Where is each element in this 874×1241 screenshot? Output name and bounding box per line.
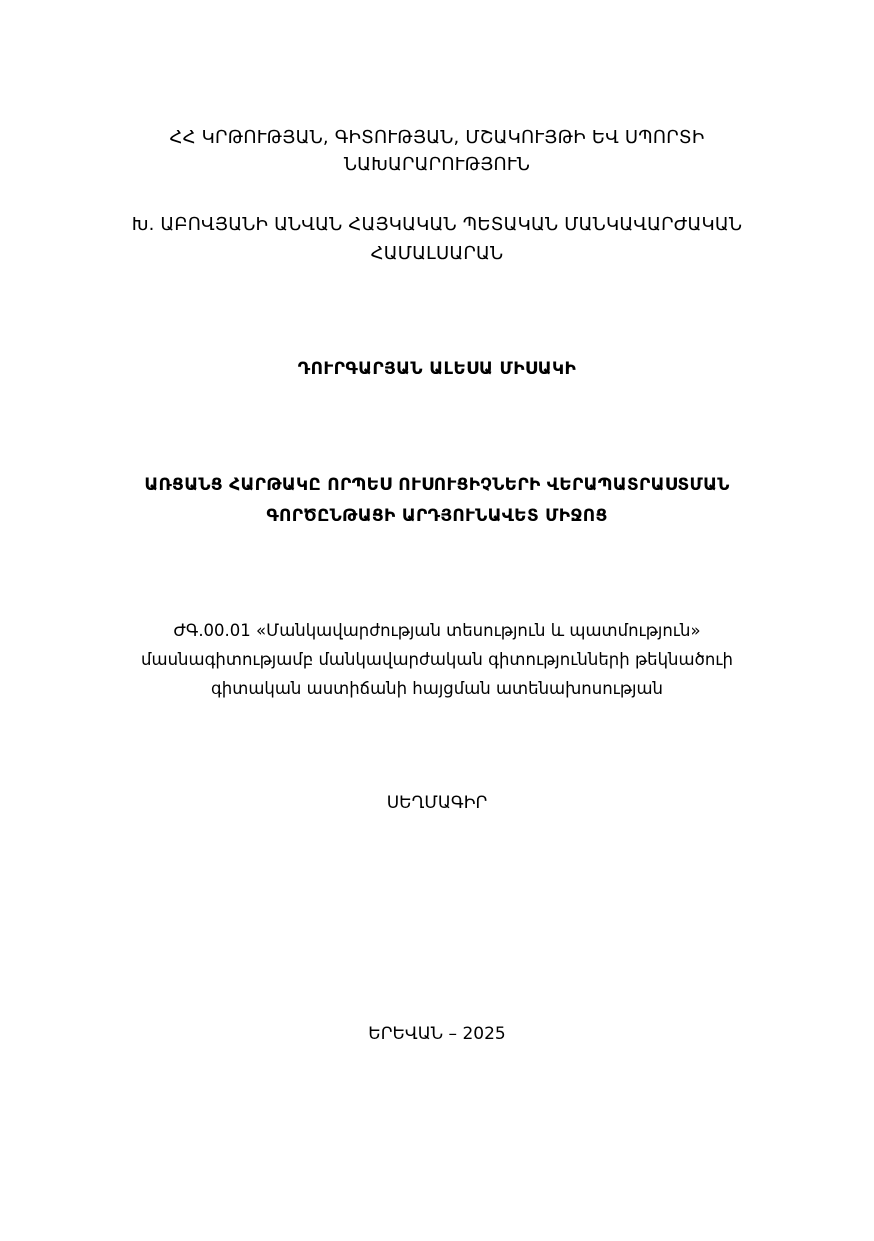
dissertation-title <box>0 470 874 532</box>
specialty-line-1: ԺԳ.00.01 «Մանկավարժության տեսություն և պատմություն» <box>173 621 701 640</box>
specialty-line-3: գիտական աստիճանի հայցման ատենախոսության <box>210 679 664 698</box>
document-type-text: ՍԵՂՄԱԳԻՐ <box>386 793 488 813</box>
city-year-text: ԵՐԵՎԱՆ – 2025 <box>368 1024 506 1044</box>
title-line-1: ԱՌՑԱՆՑ ՀԱՐԹԱԿԸ ՈՐՊԵՍ ՈՒՍՈՒՑԻՉՆԵՐԻ ՎԵՐԱՊԱՏՐԱՍՏՄԱՆ <box>144 475 730 495</box>
city-year-footer <box>0 1021 874 1047</box>
university-line-2: ՀԱՄԱԼՍԱՐԱՆ <box>370 243 504 264</box>
ministry-line-2: ՆԱԽԱՐԱՐՈՒԹՅՈՒՆ <box>343 154 531 175</box>
document-type <box>0 790 874 816</box>
specialty-description <box>0 616 874 703</box>
specialty-line-2: մասնագիտությամբ մանկավարժական գիտությունների թեկնածուի <box>141 650 733 669</box>
title-line-2: ԳՈՐԾԸՆԹԱՑԻ ԱՐԴՅՈՒՆԱՎԵՏ ՄԻՋՈՑ <box>266 506 608 526</box>
university-line-1: Խ. ԱԲՈՎՅԱՆԻ ԱՆՎԱՆ ՀԱՅԿԱԿԱՆ ՊԵՏԱԿԱՆ ՄԱՆԿԱՎԱՐԺԱԿԱՆ <box>131 214 743 235</box>
ministry-header <box>0 124 874 178</box>
author-name-text: ԴՈՒՐԳԱՐՅԱՆ ԱԼԵՍԱ ՄԻՍԱԿԻ <box>297 359 577 379</box>
ministry-line-1: ՀՀ ԿՐԹՈՒԹՅԱՆ, ԳԻՏՈՒԹՅԱՆ, ՄՇԱԿՈՒՅԹԻ ԵՎ ՍՊՈՐՏԻ <box>169 127 705 148</box>
university-header <box>0 210 874 268</box>
author-name <box>0 356 874 382</box>
